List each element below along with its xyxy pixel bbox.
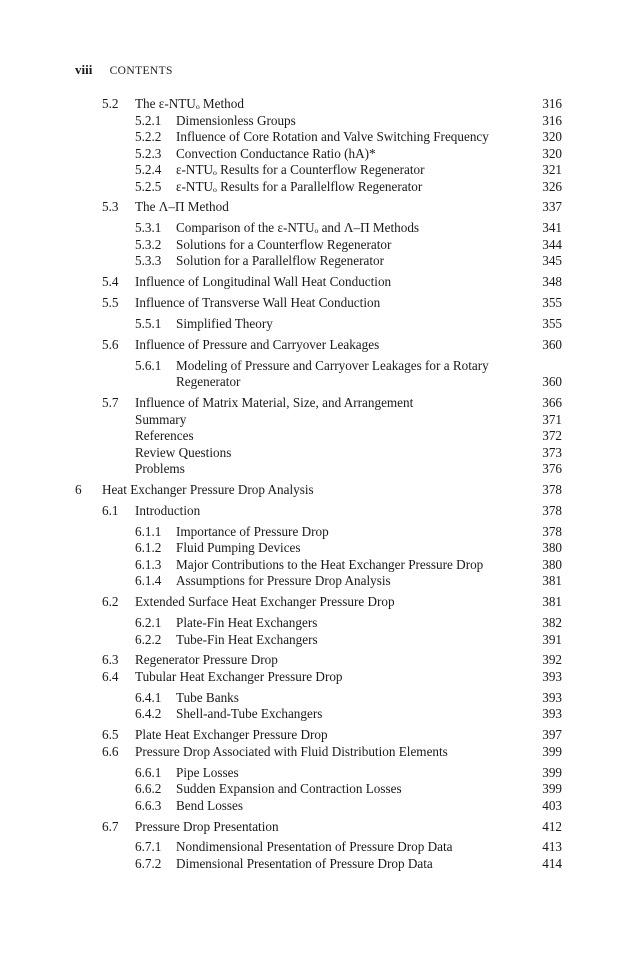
page-ref: 337: [542, 199, 562, 215]
toc-entry: [0, 765, 638, 782]
page-ref: 414: [542, 855, 562, 871]
section-number: 5.2.3: [135, 145, 162, 161]
page-ref: 393: [542, 706, 562, 722]
section-title: Nondimensional Presentation of Pressure Drop Data: [176, 839, 453, 855]
running-title: CONTENTS: [109, 65, 173, 77]
section-title: Modeling of Pressure and Carryover Leakages for a Rotary Regenerator: [176, 357, 489, 390]
section-title: ε-NTUₒ Results for a Parallelflow Regenerator: [176, 178, 423, 194]
toc-entry: [0, 706, 638, 723]
toc-entry: [0, 744, 638, 761]
toc-entry: [0, 781, 638, 798]
section-number: 5.3.2: [135, 236, 162, 252]
section-number: 6.4.1: [135, 689, 162, 705]
section-number: 5.7: [102, 395, 119, 411]
section-title: Introduction: [135, 502, 201, 518]
toc-entry: [0, 129, 638, 146]
toc-entry: [0, 798, 638, 815]
page-ref: 393: [542, 668, 562, 684]
toc-entry: [0, 540, 638, 557]
chapter-title: Heat Exchanger Pressure Drop Analysis: [102, 482, 314, 498]
page-ref: 378: [542, 502, 562, 518]
page-ref: 321: [542, 162, 562, 177]
toc-entry: [0, 690, 638, 707]
page-ref: 380: [542, 556, 562, 572]
toc-entry: [0, 274, 638, 291]
toc-entry: [0, 199, 638, 216]
section-title: Simplified Theory: [176, 315, 273, 331]
toc-entry: [0, 337, 638, 354]
section-title: Influence of Transverse Wall Heat Conduction: [135, 295, 381, 311]
page-ref: 399: [542, 781, 562, 797]
section-title: Review Questions: [135, 444, 232, 460]
section-number: 6.7.1: [135, 839, 162, 855]
toc-entry: [0, 358, 638, 391]
section-number: 6.2.2: [135, 631, 162, 647]
page-ref: 373: [542, 444, 562, 460]
section-title: References: [135, 428, 194, 444]
section-title: Pipe Losses: [176, 764, 239, 780]
section-number: 6.1.3: [135, 556, 162, 572]
page-ref: 326: [542, 178, 562, 194]
section-title: Plate Heat Exchanger Pressure Drop: [135, 727, 328, 743]
section-title: The ε-NTUₒ Method: [135, 96, 244, 111]
toc-entry: [0, 96, 638, 113]
section-title: Shell-and-Tube Exchangers: [176, 706, 323, 722]
toc-entry: [0, 632, 638, 649]
section-number: 6.4.2: [135, 706, 162, 722]
section-title: Summary: [135, 411, 187, 427]
section-title: Influence of Pressure and Carryover Leakages: [135, 336, 380, 352]
section-title: Solution for a Parallelflow Regenerator: [176, 253, 385, 269]
section-title: Plate-Fin Heat Exchangers: [176, 615, 318, 631]
toc-entry: [0, 557, 638, 574]
toc-entry: [0, 727, 638, 744]
section-number: 5.2.1: [135, 112, 162, 128]
toc-entry: [0, 162, 638, 179]
section-number: 6.6: [102, 743, 119, 759]
page-ref: 344: [542, 236, 562, 252]
page-ref: 355: [542, 295, 562, 311]
toc-entry: [0, 503, 638, 520]
toc-entry: [0, 594, 638, 611]
section-number: 6.3: [102, 652, 119, 668]
page-ref: 376: [542, 461, 562, 477]
toc-entry: [0, 220, 638, 237]
page-ref: 316: [542, 112, 562, 128]
page-ref: 399: [542, 764, 562, 780]
page-ref: 366: [542, 395, 562, 411]
toc-entry: [0, 856, 638, 873]
page-ref: 403: [542, 797, 562, 813]
section-number: 6.6.3: [135, 797, 162, 813]
toc-entry: [0, 316, 638, 333]
toc-entry: [0, 237, 638, 254]
section-number: 6.6.2: [135, 781, 162, 797]
table-of-contents: [0, 96, 638, 872]
toc-entry: [0, 461, 638, 478]
page-ref: 372: [542, 428, 562, 444]
section-number: 6.1: [102, 502, 119, 518]
chapter-number: 6: [75, 482, 82, 498]
section-title: Dimensionless Groups: [176, 112, 296, 128]
section-number: 5.2.5: [135, 178, 162, 194]
toc-entry: [0, 395, 638, 412]
section-number: 6.2.1: [135, 615, 162, 631]
section-title: Fluid Pumping Devices: [176, 540, 301, 556]
section-title: Importance of Pressure Drop: [176, 523, 329, 539]
section-title: Bend Losses: [176, 797, 244, 813]
section-number: 6.4: [102, 668, 119, 684]
section-title: Tubular Heat Exchanger Pressure Drop: [135, 668, 343, 684]
section-number: 5.5: [102, 295, 119, 311]
page-ref: 392: [542, 652, 562, 668]
toc-entry: [0, 428, 638, 445]
section-number: 5.3: [102, 199, 119, 215]
section-title: Tube-Fin Heat Exchangers: [176, 631, 318, 647]
toc-entry: [0, 179, 638, 196]
page-ref: 382: [542, 615, 562, 631]
toc-entry: [0, 615, 638, 632]
page-ref: 316: [542, 96, 562, 111]
toc-entry: [0, 652, 638, 669]
section-title: Extended Surface Heat Exchanger Pressure Drop: [135, 594, 395, 610]
toc-entry: [0, 295, 638, 312]
page-ref: 413: [542, 839, 562, 855]
section-number: 6.5: [102, 727, 119, 743]
page-ref: 380: [542, 540, 562, 556]
section-title: Pressure Drop Presentation: [135, 818, 279, 834]
section-title: Pressure Drop Associated with Fluid Distribution Elements: [135, 743, 448, 759]
section-number: 5.4: [102, 274, 119, 290]
section-number: 6.2: [102, 594, 119, 610]
page-ref: 355: [542, 315, 562, 331]
section-title: Convection Conductance Ratio (hA)*: [176, 145, 376, 161]
toc-entry: [0, 839, 638, 856]
section-number: 5.2: [102, 96, 119, 111]
section-number: 6.1.4: [135, 573, 162, 589]
page-ref: 360: [542, 336, 562, 352]
page-ref: 399: [542, 743, 562, 759]
section-number: 5.2.4: [135, 162, 162, 177]
page-ref: 320: [542, 145, 562, 161]
section-number: 6.7.2: [135, 855, 162, 871]
running-header: [75, 62, 173, 79]
section-title: Dimensional Presentation of Pressure Drop Data: [176, 855, 433, 871]
page-ref: 397: [542, 727, 562, 743]
page-ref: 393: [542, 689, 562, 705]
page-ref: 378: [542, 482, 562, 498]
section-title: Solutions for a Counterflow Regenerator: [176, 236, 392, 252]
page-ref: 341: [542, 220, 562, 236]
section-number: 5.3.3: [135, 253, 162, 269]
page-ref: 381: [542, 573, 562, 589]
section-title: Influence of Core Rotation and Valve Switching Frequency: [176, 129, 489, 144]
section-title: ε-NTUₒ Results for a Counterflow Regenerator: [176, 162, 425, 177]
section-number: 5.6: [102, 336, 119, 352]
section-title: Influence of Matrix Material, Size, and Arrangement: [135, 395, 414, 411]
toc-entry: [0, 113, 638, 130]
section-number: 6.1.2: [135, 540, 162, 556]
section-title: Problems: [135, 461, 185, 477]
toc-entry: [0, 573, 638, 590]
page-ref: 371: [542, 411, 562, 427]
page-ref: 412: [542, 818, 562, 834]
page-ref: 320: [542, 129, 562, 144]
section-title: Assumptions for Pressure Drop Analysis: [176, 573, 391, 589]
toc-entry: [0, 482, 638, 499]
page-ref: 345: [542, 253, 562, 269]
section-title: Comparison of the ε-NTUₒ and Λ–Π Methods: [176, 220, 420, 236]
section-number: 5.2.2: [135, 129, 162, 144]
toc-entry: [0, 819, 638, 836]
toc-entry: [0, 445, 638, 462]
section-number: 5.3.1: [135, 220, 162, 236]
section-title: Regenerator Pressure Drop: [135, 652, 278, 668]
toc-entry: [0, 412, 638, 429]
section-number: 5.6.1: [135, 357, 162, 373]
page-ref: 360: [542, 374, 562, 390]
section-number: 6.7: [102, 818, 119, 834]
section-title: Tube Banks: [176, 689, 239, 705]
toc-entry: [0, 146, 638, 163]
section-title: The Λ–Π Method: [135, 199, 229, 215]
section-title: Influence of Longitudinal Wall Heat Conduction: [135, 274, 392, 290]
toc-entry: [0, 253, 638, 270]
section-number: 6.6.1: [135, 764, 162, 780]
page-ref: 378: [542, 523, 562, 539]
page-ref: 348: [542, 274, 562, 290]
toc-entry: [0, 669, 638, 686]
section-title: Sudden Expansion and Contraction Losses: [176, 781, 402, 797]
page-number: viii: [75, 62, 93, 77]
section-number: 6.1.1: [135, 523, 162, 539]
section-title: Major Contributions to the Heat Exchanger Pressure Drop: [176, 556, 484, 572]
toc-entry: [0, 524, 638, 541]
page-ref: 391: [542, 631, 562, 647]
section-number: 5.5.1: [135, 315, 162, 331]
page-ref: 381: [542, 594, 562, 610]
